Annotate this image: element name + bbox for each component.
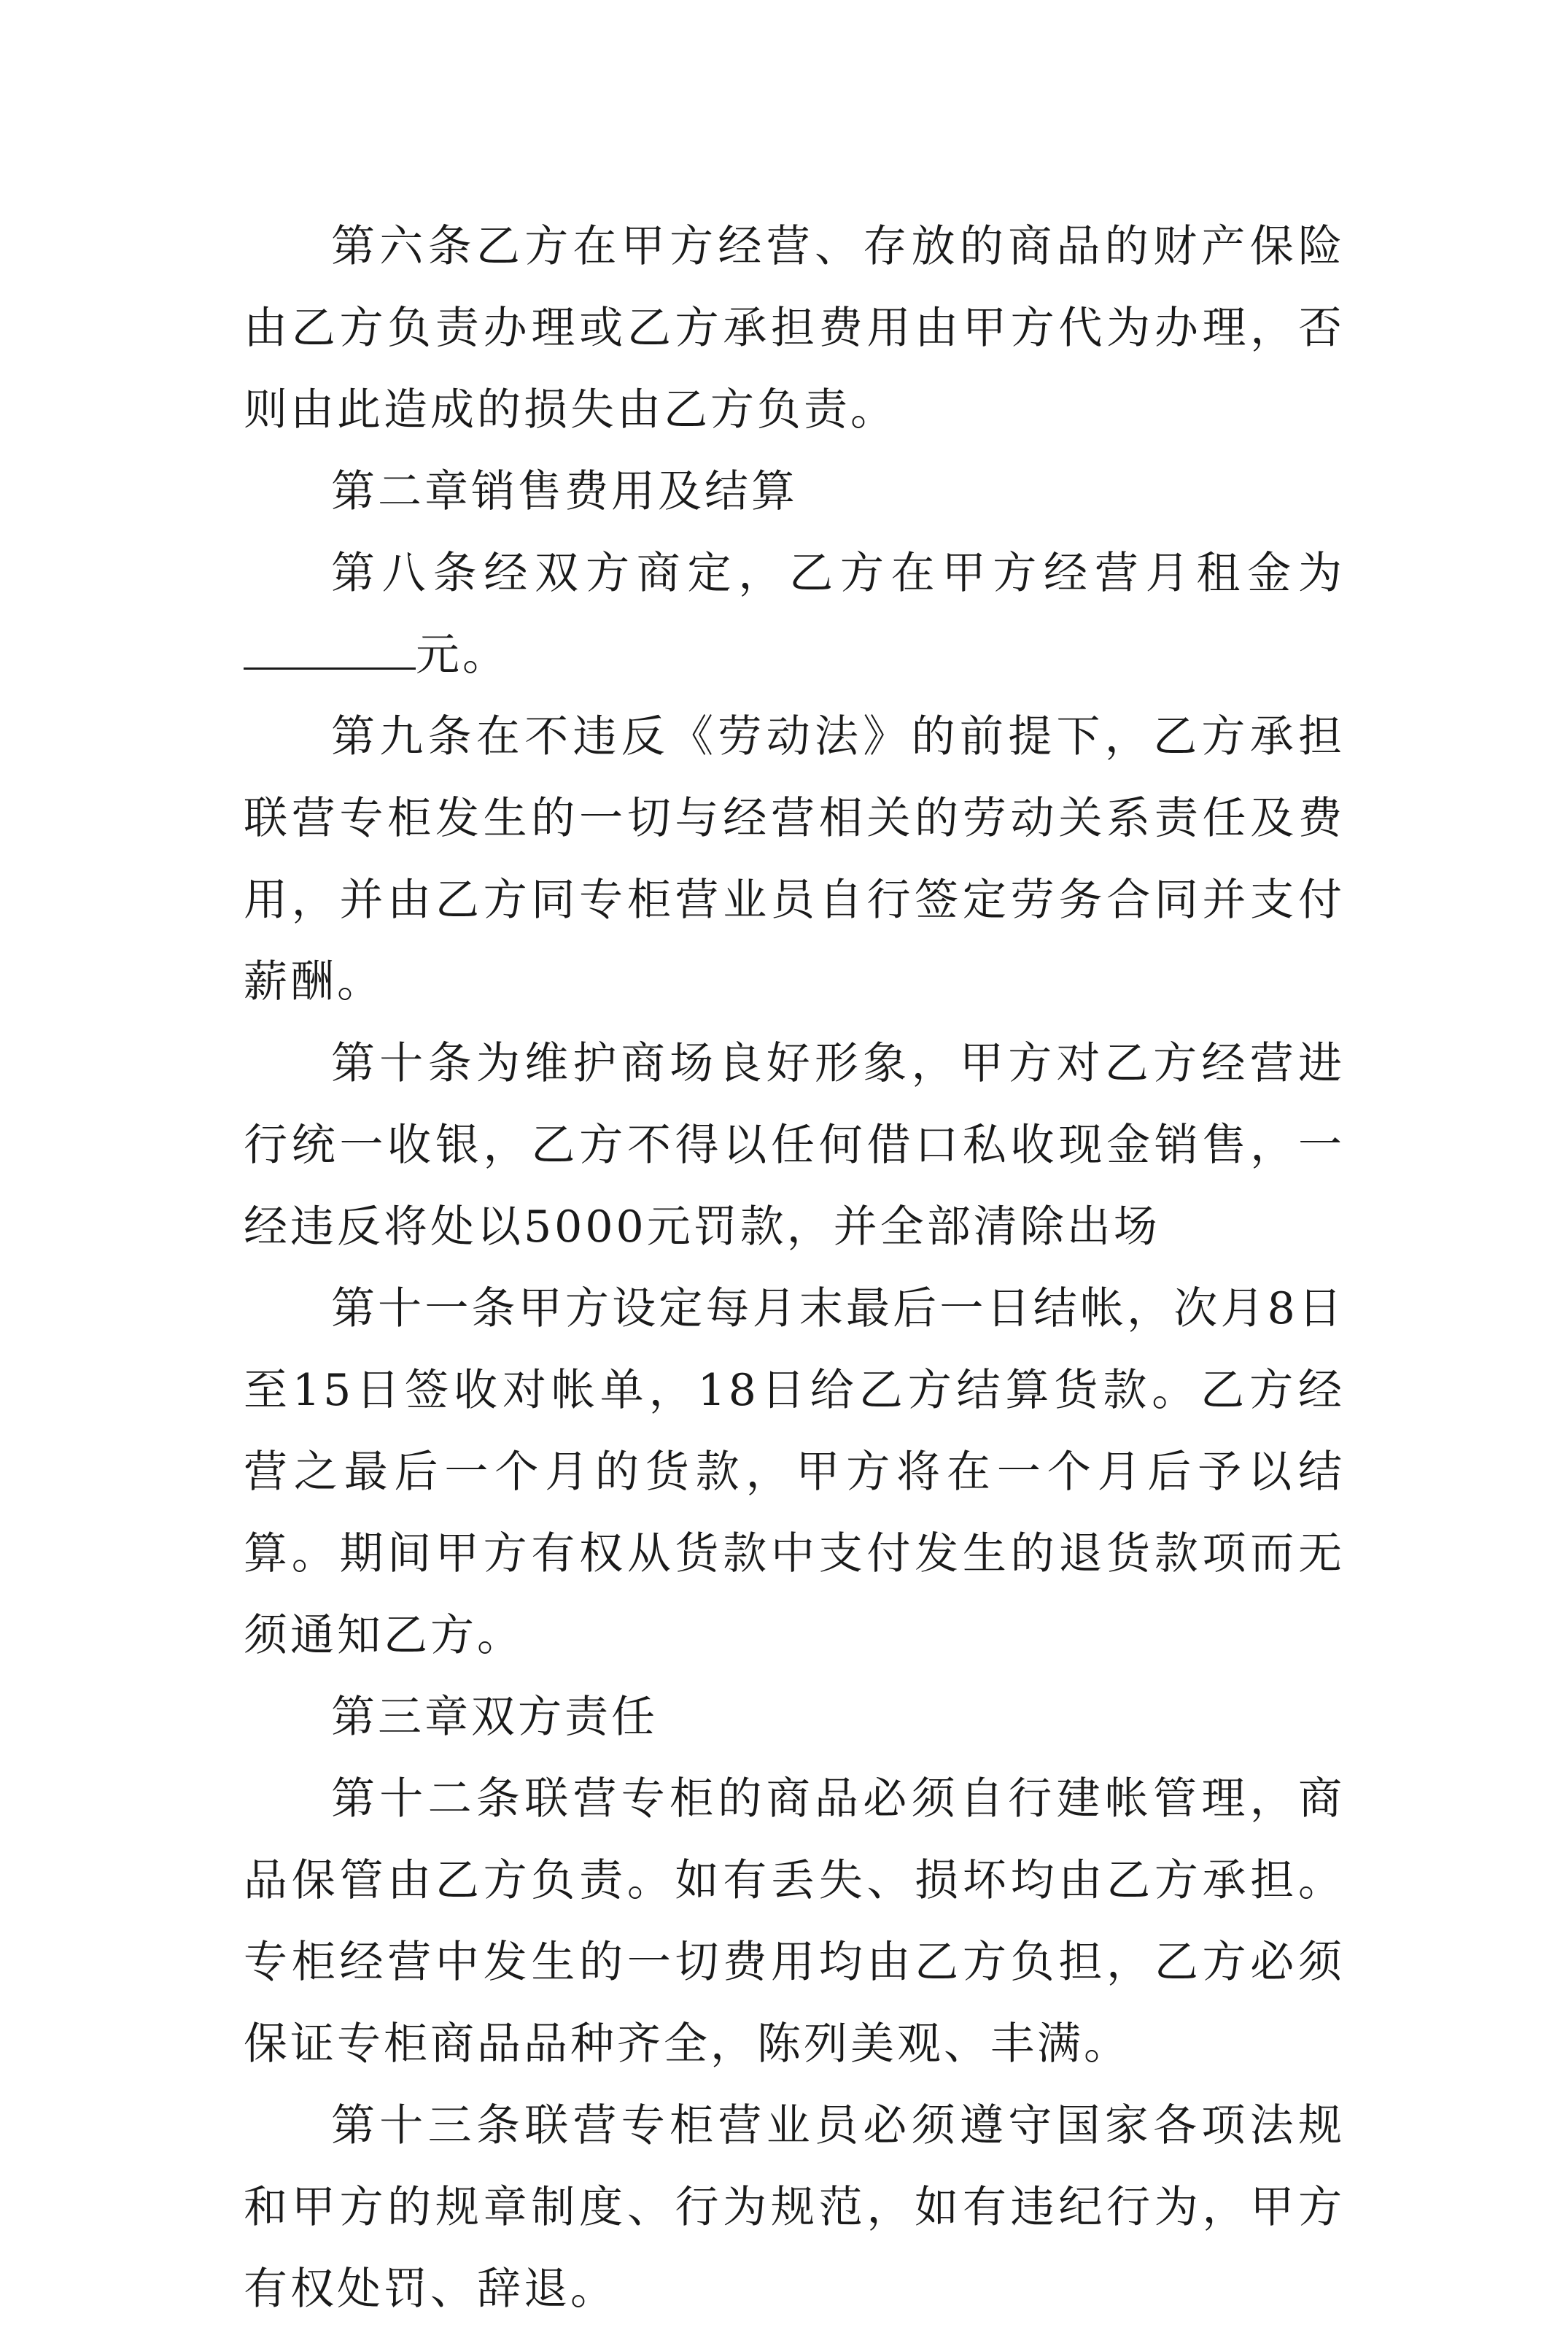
- article-8-text: 第八条经双方商定，乙方在甲方经营月租金为: [331, 548, 1345, 599]
- article-10: 第十条为维护商场良好形象，甲方对乙方经营进行统一收银，乙方不得以任何借口私收现金销售，一经违反将处以5000元罚款，并全部清除出场: [244, 1038, 1345, 1253]
- article-13: 第十三条联营专柜营业员必须遵守国家各项法规和甲方的规章制度、行为规范，如有违纪行为，甲方有权处罚、辞退。: [244, 2100, 1345, 2315]
- article-11: 第十一条甲方设定每月末最后一日结帐，次月8日至15日签收对帐单，18日给乙方结算货款。乙方经营之最后一个月的货款，甲方将在一个月后予以结算。期间甲方有权从货款中支付发生的退货款项而无须通知乙方。: [244, 1283, 1345, 1661]
- article-9: 第九条在不违反《劳动法》的前提下，乙方承担联营专柜发生的一切与经营相关的劳动关系责任及费用，并由乙方同专柜营业员自行签定劳务合同并支付薪酬。: [244, 711, 1345, 1007]
- document-body: [244, 206, 1345, 2330]
- article-8: [244, 533, 1345, 696]
- article-12: 第十二条联营专柜的商品必须自行建帐管理，商品保管由乙方负责。如有丢失、损坏均由乙方承担。专柜经营中发生的一切费用均由乙方负担，乙方必须保证专柜商品品种齐全，陈列美观、丰满。: [244, 1773, 1345, 2070]
- rent-amount-blank: [244, 624, 416, 670]
- chapter-3-heading: 第三章双方责任: [331, 1692, 658, 1743]
- article-8-unit: 元。: [416, 630, 509, 681]
- article-6: 第六条乙方在甲方经营、存放的商品的财产保险由乙方负责办理或乙方承担费用由甲方代为办理，否则由此造成的损失由乙方负责。: [244, 221, 1345, 436]
- chapter-2-heading: 第二章销售费用及结算: [331, 466, 798, 517]
